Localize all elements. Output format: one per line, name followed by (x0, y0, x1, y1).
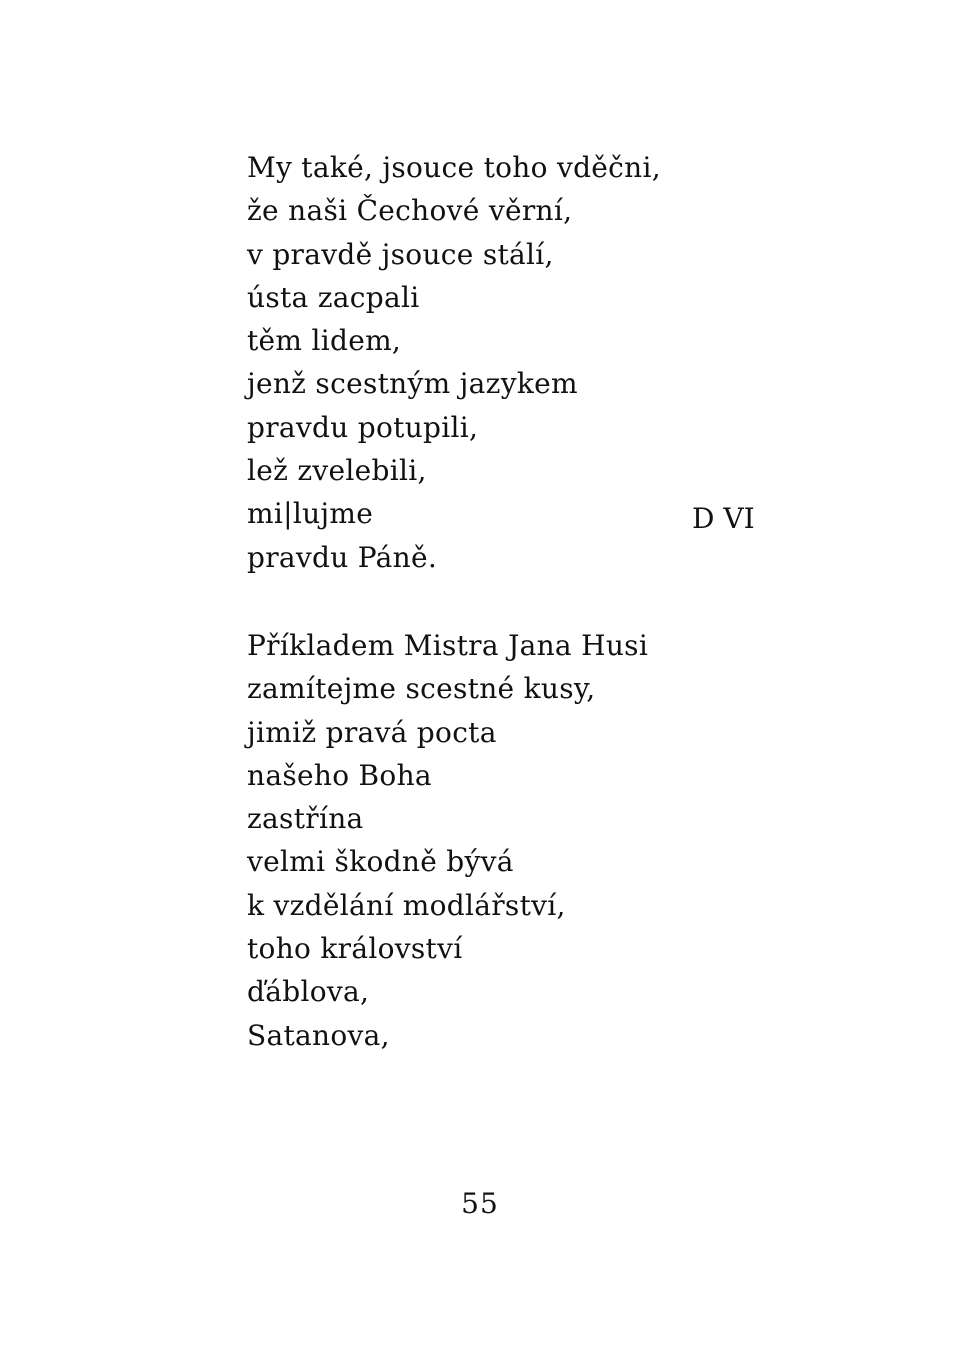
stanza-1-line-7: pravdu potupili, (247, 410, 479, 444)
stanza-2-line-7: k vzdělání modlářství, (247, 888, 566, 922)
stanza-1 (247, 146, 661, 579)
stanza-2-line-4: našeho Boha (247, 758, 432, 792)
stanza-1-line-10: pravdu Páně. (247, 540, 438, 574)
stanza-2-line-8: toho království (247, 932, 463, 966)
stanza-1-line-1: My také, jsouce toho vděčni, (247, 151, 661, 184)
stanza-1-line-3: v pravdě jsouce stálí, (247, 237, 554, 271)
stanza-1-line-2: že naši Čechové věrní, (247, 194, 573, 228)
stanza-2-line-10: Satanova, (247, 1018, 390, 1052)
stanza-2-line-1: Příkladem Mistra Jana Husi (247, 629, 649, 662)
stanza-2-line-2: zamítejme scestné kusy, (247, 672, 596, 706)
stanza-2-line-9: ďáblova, (247, 975, 370, 1009)
signature-marker: D VI (692, 502, 755, 535)
stanza-1-line-6: jenž scestným jazykem (247, 367, 578, 401)
stanza-1-line-8: lež zvelebili, (247, 454, 427, 488)
stanza-1-line-4: ústa zacpali (247, 280, 420, 314)
stanza-2-line-3: jimiž pravá pocta (247, 715, 497, 749)
stanza-2-line-6: velmi škodně bývá (247, 845, 514, 879)
page-number: 55 (461, 1187, 499, 1220)
stanza-1-line-9: mi|lujme (247, 497, 374, 531)
stanza-2 (247, 624, 648, 1057)
stanza-2-line-5: zastřína (247, 802, 364, 836)
stanza-1-line-5: těm lidem, (247, 324, 402, 358)
